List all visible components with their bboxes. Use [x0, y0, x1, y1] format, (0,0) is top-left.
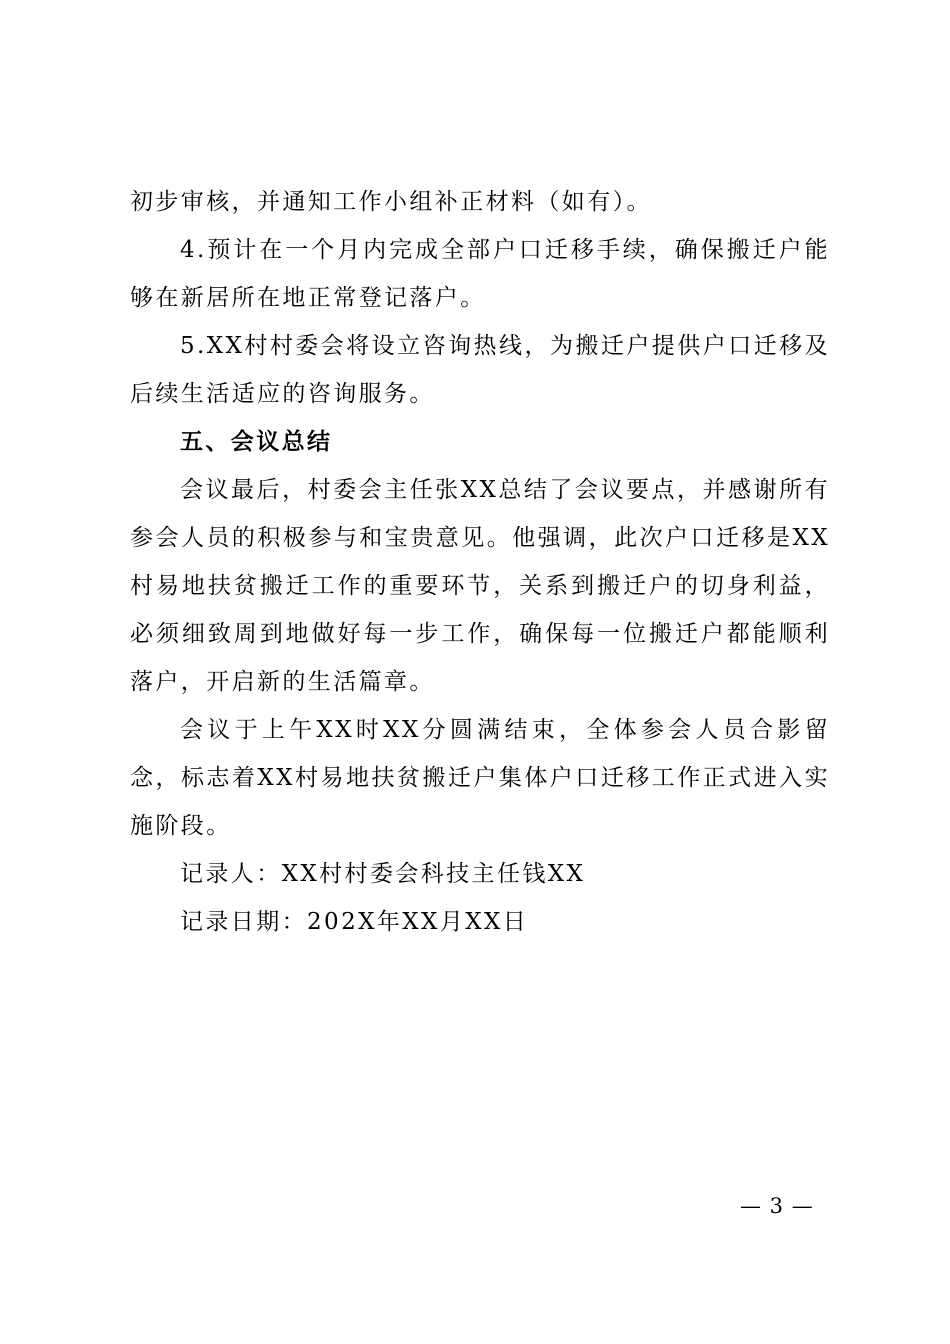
summary-paragraph-1: 会议最后，村委会主任张XX总结了会议要点，并感谢所有参会人员的积极参与和宝贵意见。他强调，此次户口迁移是XX村易地扶贫搬迁工作的重要环节，关系到搬迁户的切身利益，必须细致周到地做好每一步工作，确保每一位搬迁户都能顺利落户，开启新的生活篇章。 — [130, 477, 830, 695]
page-number: — 3 — — [740, 1194, 814, 1218]
record-date-line: 记录日期：202X年XX月XX日 — [180, 909, 529, 935]
paragraph-item-5: 5.XX村村委会将设立咨询热线，为搬迁户提供户口迁移及后续生活适应的咨询服务。 — [130, 333, 830, 407]
recorder-line: 记录人：XX村村委会科技主任钱XX — [180, 861, 586, 887]
section-heading: 五、会议总结 — [180, 428, 333, 455]
summary-paragraph-2: 会议于上午XX时XX分圆满结束，全体参会人员合影留念，标志着XX村易地扶贫搬迁户集体户口迁移工作正式进入实施阶段。 — [130, 717, 830, 839]
paragraph-continued: 初步审核，并通知工作小组补正材料（如有）。 — [130, 189, 652, 215]
document-body — [130, 178, 830, 946]
paragraph-item-4: 4.预计在一个月内完成全部户口迁移手续，确保搬迁户能够在新居所在地正常登记落户。 — [130, 237, 830, 311]
